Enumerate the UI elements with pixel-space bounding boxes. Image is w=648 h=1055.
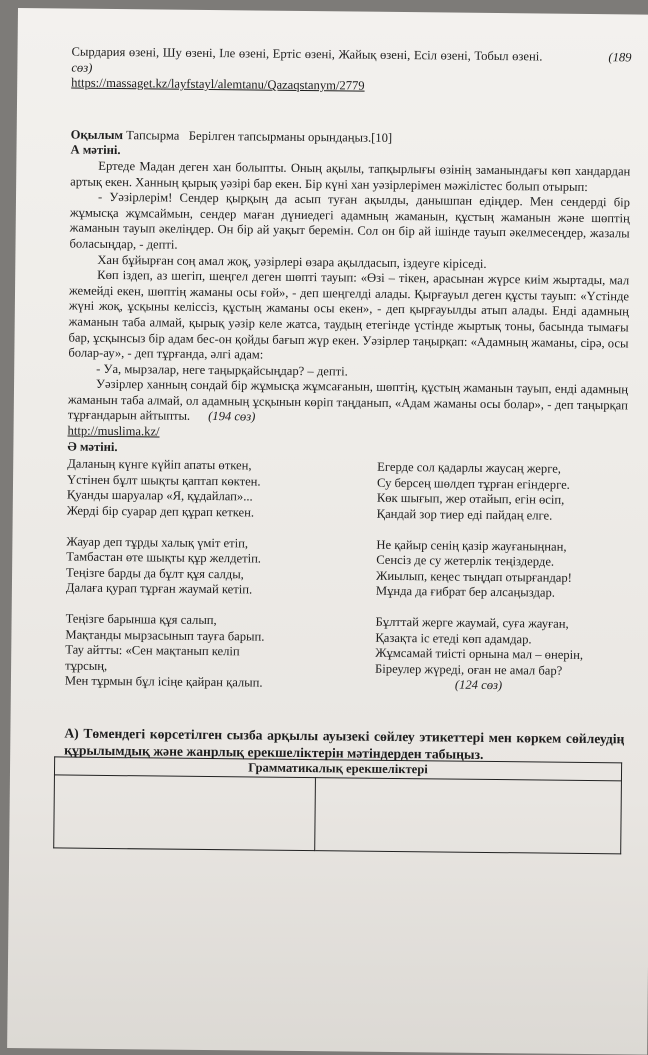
text-a-paragraph: Ертеде Мадан деген хан болыпты. Оның ақылы, тапқырлығы өзінің заманындағы көп хандардан артық екен. Ханның қырық уәзірі бар екен. Бір күні хан уәзірлерімен мәжілістес болып отырып: — [70, 158, 631, 194]
poem-line: Тау айтты: «Сен мақтанып келіп тұрсың, — [65, 642, 240, 673]
text-a-word-count: (194 сөз) — [208, 409, 256, 424]
poem-line: Біреулер жүреді, оған не амал бар? — [375, 661, 563, 678]
poem-line: Жауар деп тұрды халық үміт етіп, — [66, 534, 249, 551]
text-a-link[interactable]: http://muslima.kz/ — [67, 423, 160, 439]
table-header: Грамматикалық ерекшеліктері — [54, 757, 621, 781]
task-word: Оқылым — [70, 127, 124, 142]
poem-line: Сенсіз де су жетерлік теңіздерде. — [376, 553, 555, 569]
text-a-title: А мәтіні. — [70, 142, 121, 158]
poem-line: Үстінен бұлт шықты қаптап көктен. — [66, 472, 261, 489]
poem-line: Далаға қурап тұрған жаумай кетіп. — [65, 580, 253, 597]
text-a-paragraph: Уәзірлер ханның сондай бір жұмысқа жұмсағанын, шөптің, құстың жаманын тауып, енді адамның жаманын таба алмай, ол адамның ұсқынын көріп таңданып, «Адам жаманы осы болар», - деп таңырқап тұрғандарын айтыпты. (194 сөз) — [67, 377, 629, 424]
stanza — [66, 534, 357, 599]
table-cell-left[interactable] — [54, 775, 316, 851]
poem-right-column — [375, 460, 628, 710]
poem-line: Көк шығып, жер отайып, егін өсіп, — [376, 491, 565, 508]
stanza — [377, 460, 628, 525]
stanza — [375, 615, 626, 696]
text-a-paragraph: Хан бұйырған соң амал жоқ, уәзірлері өзара ақылдасып, іздеуге кіріседі. — [97, 252, 487, 271]
poem-left-column — [65, 457, 358, 708]
poem-line: Бұлттай жерге жаумай, суға жауған, — [375, 614, 569, 631]
poem-line: Су берсең шөлдеп тұрған егіндерге. — [376, 475, 570, 492]
poem-line: Теңізге барынша құя салып, — [65, 611, 217, 628]
answer-table — [53, 756, 622, 854]
poem-line: Жиылып, кеңес тыңдап отырғандар! — [376, 568, 572, 585]
poem-line: Қандай зор тиер еді пайдаң елге. — [376, 506, 553, 523]
poem-line: Қазақта іс етеді көп адамдар. — [375, 630, 532, 647]
intro-link[interactable]: https://massaget.kz/layfstayl/alemtanu/Qazaqstanym/2779 — [71, 75, 365, 93]
poem-line: Мен тұрмын бұл ісіңе қайран қалып. — [64, 673, 263, 690]
poem-line: Теңізге барды да бұлт құя салды, — [66, 565, 244, 582]
table-row — [54, 775, 622, 854]
task-instruction: Берілген тапсырманы орындаңыз.[10] — [188, 128, 393, 145]
poem-line: Даланың күнге күйіп апаты өткен, — [67, 456, 252, 473]
text-b-word-count: (124 сөз) — [454, 677, 503, 693]
document-page — [7, 8, 648, 1055]
task-label: Тапсырма — [126, 127, 180, 143]
text-a-paragraph: - Уа, мырзалар, неге таңырқайсыңдар? – депті. — [96, 361, 348, 379]
stanza — [67, 457, 358, 522]
poem-line: Жұмсамай тиісті орнына мал – өнерін, — [375, 645, 584, 663]
intro-word-count: (189 сөз) — [71, 50, 632, 75]
text-a-paragraph: - Уәзірлерім! Сендер қырқың да асып туған ақылды, данышпан едіңдер. Мен сендерді бір жұмысқа жұмсаймын, сендер маған дүниедегі адамның жаманын, құстың жаманын және шөптің жаманын тауып әкеліңдер. Он бір ай уақыт беремін. Сол он бір ай ішінде тауып әкелмесеңдер, жазалы боласыңдар, - депті. — [69, 190, 631, 252]
poem-line: Не қайыр сенің қазір жауғаныңнан, — [376, 537, 567, 554]
text-b-title: Ә мәтіні. — [67, 439, 118, 454]
poem-line: Қуанды шаруалар «Я, құдайлап»... — [66, 487, 253, 504]
question-text: А) Төмендегі көрсетілген сызба арқылы ауызекі сөйлеу этикеттері мен көркем сөйлеудің құрылымдық және жанрлық ерекшеліктерін мәтіндерден табыңыз. — [64, 725, 625, 762]
stanza — [65, 612, 356, 693]
rivers-line: Сырдария өзені, Шу өзені, Іле өзені, Ертіс өзені, Жайық өзені, Есіл өзені, Тобыл өзені. (189 сөз) — [71, 44, 632, 75]
table-cell-right[interactable] — [315, 778, 622, 854]
poem-line: Тамбастан өте шықты құр желдетіп. — [66, 549, 262, 566]
poem-line: Мұнда да ғибрат бер алсаңыздар. — [375, 584, 556, 601]
poem-line: Егерде сол қадарлы жаусаң жерге, — [377, 460, 562, 476]
poem-line: Жерді бір суарар деп құрап кеткен. — [66, 503, 255, 520]
page-content — [63, 45, 631, 855]
poem — [65, 457, 628, 711]
text-a-paragraph: Көп іздеп, аз шегіп, шеңгел деген шөпті тауып: «Өзі – тікен, арасынан жүрсе киім жыртады, мал жемейді екен, шөптің жаманы осы ғой», - деп шеңгелді алады. Қырғауыл деген құсты тауып: «Үстінде жүні жоқ, ұсқыны келіссіз, құстың жаманы осы екен», - деп қырғауылды атып алады. Енді адамның жаманын таба алмай, қырық уәзір келе жатса, таудың етегінде үстінде жыртық тоны, басында тымағы бар, ұсқынсыз бір адам бес-он қойды бағып жүр екен. Уәзірлер таңырқап: «Адамның жаманы, сірә, осы болар-ау», - деп тұрғанда, әлгі адам: — [68, 267, 630, 362]
poem-line: Мақтанды мырзасынып тауға барып. — [65, 627, 265, 644]
stanza — [376, 537, 627, 602]
